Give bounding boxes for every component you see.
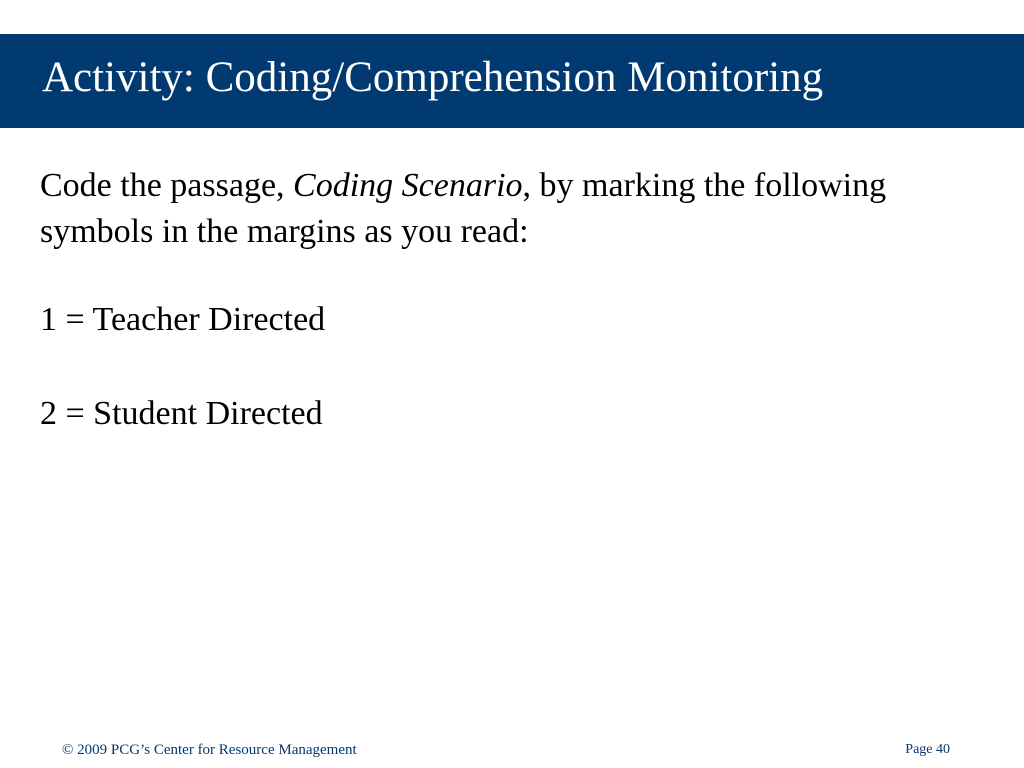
passage-name: Coding Scenario — [293, 167, 523, 204]
footer-page-number: Page 40 — [905, 742, 950, 757]
instruction-text-start: Code the passage, — [40, 167, 294, 204]
footer-copyright: © 2009 PCG’s Center for Resource Management — [62, 742, 357, 758]
title-bar — [0, 34, 1024, 128]
instruction-text-end: , by marking the following symbols in the margins as you read: — [40, 167, 887, 250]
slide-title: Activity: Coding/Comprehension Monitoring — [42, 54, 824, 101]
instruction-paragraph — [40, 163, 990, 255]
code-student-directed: 2 = Student Directed — [40, 395, 323, 432]
code-teacher-directed: 1 = Teacher Directed — [40, 301, 326, 338]
